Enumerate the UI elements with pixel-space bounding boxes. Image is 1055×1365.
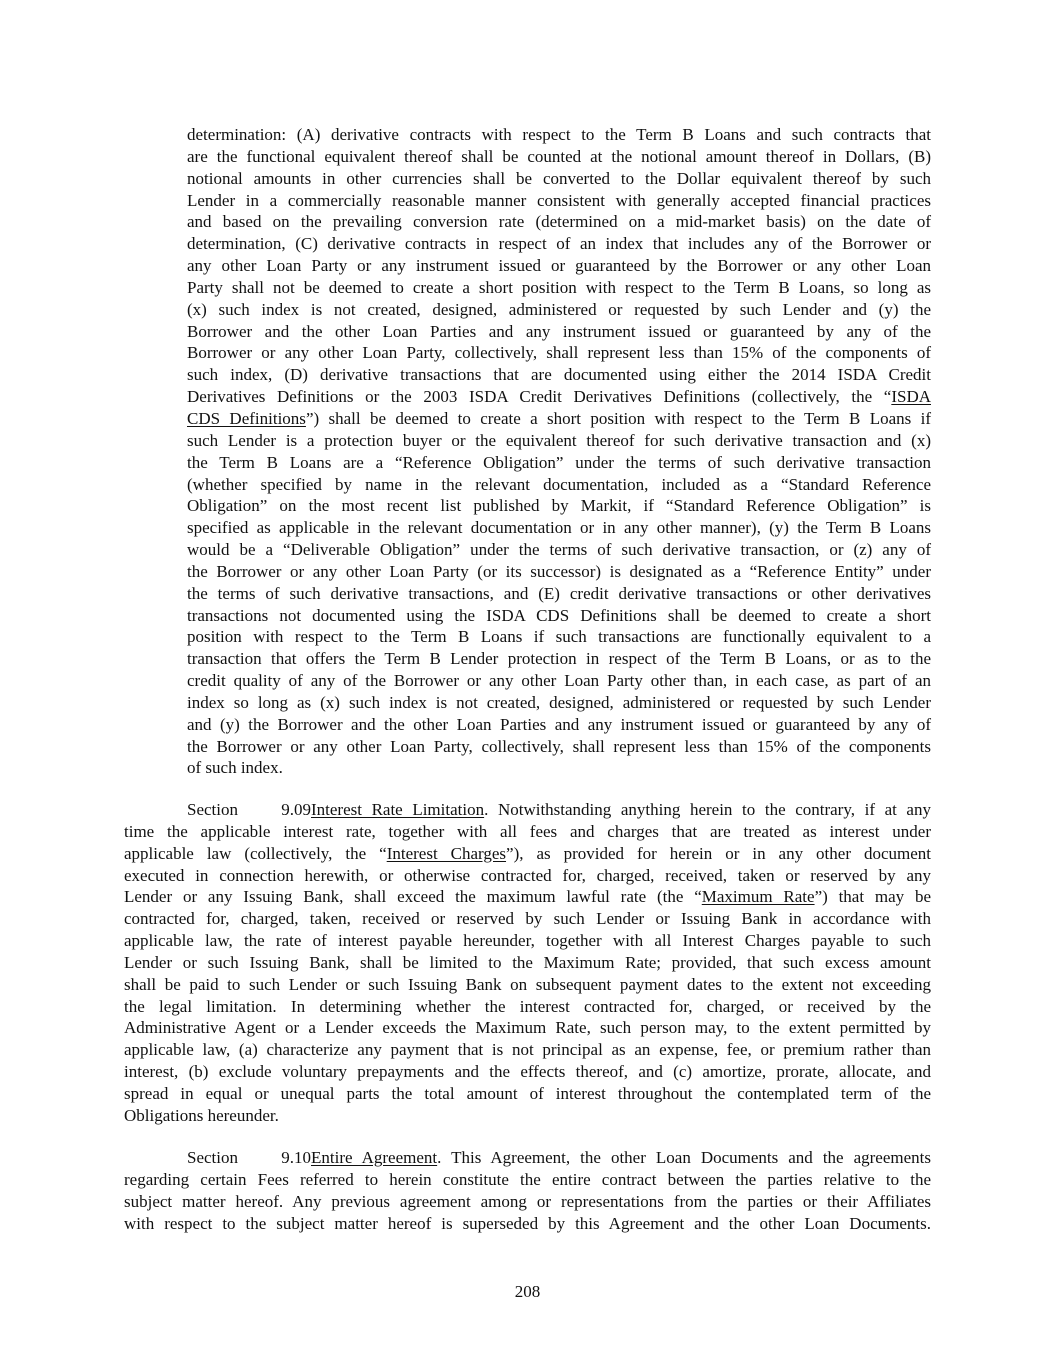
defined-term-underlined: ISDA <box>891 387 931 407</box>
text-line <box>187 408 931 430</box>
text-run: the legal limitation. In determining whether the interest contracted for, charged, or received by the <box>124 996 931 1016</box>
text-run: spread in equal or unequal parts the total amount of interest throughout the contemplated term of the <box>124 1083 931 1103</box>
text-run: Derivatives Definitions or the 2003 ISDA Credit Derivatives Definitions (collectively, the “ <box>187 387 892 407</box>
defined-term-underlined: CDS Definitions <box>187 408 306 428</box>
text-run: such index, (D) derivative transactions that are documented using either the 2014 ISDA Credit <box>187 365 931 385</box>
text-run: (x) such index is not created, designed, administered or requested by such Lender and (y) the <box>187 299 931 319</box>
text-line <box>187 517 931 539</box>
text-run: ”) shall be deemed to create a short position with respect to the Term B Loans if <box>305 408 932 428</box>
text-line <box>187 233 931 255</box>
page-number: 208 <box>514 1282 541 1301</box>
text-run: Obligation” on the most recent list published by Markit, if “Standard Reference Obligation” is <box>187 496 931 516</box>
text-line <box>187 146 931 168</box>
text-run: applicable law, the rate of interest payable hereunder, together with all Interest Charges payable to such <box>124 931 931 951</box>
text-run: (whether specified by name in the relevant documentation, included as a “Standard Reference <box>187 474 931 494</box>
text-line <box>187 736 931 758</box>
text-line <box>187 386 931 408</box>
text-run: subject matter hereof. Any previous agreement among or representations from the parties or their Affiliates <box>124 1191 931 1211</box>
text-line <box>187 495 931 517</box>
text-run: determination, (C) derivative contracts in respect of an index that includes any of the Borrower or <box>187 234 931 254</box>
text-run: transactions not documented using the ISDA CDS Definitions shall be deemed to create a short <box>187 605 931 625</box>
text-line <box>187 321 931 343</box>
text-run: Administrative Agent or a Lender exceeds the Maximum Rate, such person may, to the extent permitted by <box>124 1018 931 1038</box>
text-line <box>187 474 931 496</box>
text-run: time the applicable interest rate, together with all fees and charges that are treated as interest under <box>124 821 931 841</box>
text-line <box>187 648 931 670</box>
text-run: determination: (A) derivative contracts with respect to the Term B Loans and such contracts that <box>187 125 931 144</box>
text-run: are the functional equivalent thereof shall be counted at the notional amount thereof in Dollars, (B) <box>187 146 931 166</box>
text-line <box>187 692 931 714</box>
text-run: position with respect to the Term B Loans if such transactions are functionally equivalent to a <box>187 627 931 647</box>
paragraph-derivative-determination <box>187 124 931 779</box>
text-run: ”) that may be <box>814 887 932 907</box>
text-run: and based on the prevailing conversion rate (determined on a mid-market basis) on the date of <box>187 212 931 232</box>
text-line <box>187 757 931 779</box>
text-run: applicable law, (a) characterize any payment that is not principal as an expense, fee, or premium rather than <box>124 1040 931 1060</box>
text-run: the terms of such derivative transactions, and (E) credit derivative transactions or other derivatives <box>187 583 931 603</box>
text-run: Borrower or any other Loan Party, collectively, shall represent less than 15% of the components of <box>187 343 931 363</box>
defined-term-underlined: Interest Charges <box>386 843 507 863</box>
section-9-10-entire-agreement <box>124 1147 931 1234</box>
text-line <box>187 124 931 146</box>
text-run: ”), as provided for herein or in any other document <box>506 843 931 863</box>
text-line <box>187 670 931 692</box>
text-line <box>187 277 931 299</box>
text-run: with respect to the subject matter hereof is superseded by this Agreement and the other Loan Documents. <box>124 1213 931 1233</box>
text-line <box>187 561 931 583</box>
text-line <box>187 626 931 648</box>
text-run: Party shall not be deemed to create a short position with respect to the Term B Loans, so long as <box>187 277 931 297</box>
text-line <box>124 930 931 952</box>
text-line <box>124 1213 931 1235</box>
text-line <box>187 342 931 364</box>
text-run: index so long as (x) such index is not created, designed, administered or requested by such Lender <box>187 692 931 712</box>
text-line <box>124 843 931 865</box>
text-run: . Notwithstanding anything herein to the contrary, if at any <box>484 800 931 819</box>
text-run: applicable law (collectively, the “ <box>124 843 387 863</box>
text-run: the Term B Loans are a “Reference Obligation” under the terms of such derivative transaction <box>187 452 931 472</box>
text-run: specified as applicable in the relevant documentation or in any other manner), (y) the Term B Loans <box>187 518 931 538</box>
text-run: Lender in a commercially reasonable manner consistent with generally accepted financial practices <box>187 190 931 210</box>
text-line <box>124 1017 931 1039</box>
text-line <box>124 1169 931 1191</box>
text-run: shall be paid to such Lender or such Issuing Bank on subsequent payment dates to the extent not exceeding <box>124 974 931 994</box>
defined-term-underlined: Maximum Rate <box>701 887 815 907</box>
text-run: such Lender is a protection buyer or the equivalent thereof for such derivative transaction and (x) <box>187 430 931 450</box>
text-line <box>187 299 931 321</box>
text-run: executed in connection herewith, or otherwise contracted for, charged, received, taken or reserved by any <box>124 865 931 885</box>
text-run: the Borrower or any other Loan Party, collectively, shall represent less than 15% of the components <box>187 736 931 756</box>
text-line <box>124 821 931 843</box>
text-run: contracted for, charged, taken, received or reserved by such Lender or Issuing Bank in accordance with <box>124 909 931 929</box>
text-line <box>124 1105 931 1127</box>
text-line <box>187 364 931 386</box>
text-run: the Borrower or any other Loan Party (or its successor) is designated as a “Reference Entity” under <box>187 561 931 581</box>
text-line <box>124 1061 931 1083</box>
text-line <box>187 605 931 627</box>
text-run: credit quality of any of the Borrower or any other Loan Party other than, in each case, as part of an <box>187 671 931 691</box>
text-run: . This Agreement, the other Loan Documents and the agreements <box>437 1148 931 1167</box>
section-9-09-interest-rate-limitation <box>124 799 931 1127</box>
section-number: Section 9.10 <box>187 1148 311 1167</box>
text-line <box>187 255 931 277</box>
text-line <box>124 1083 931 1105</box>
text-line <box>124 952 931 974</box>
text-line <box>124 1039 931 1061</box>
text-line <box>187 168 931 190</box>
text-run: interest, (b) exclude voluntary prepayments and the effects thereof, and (c) amortize, prorate, allocate, and <box>124 1062 931 1082</box>
text-line <box>187 211 931 233</box>
text-line <box>124 865 931 887</box>
defined-term-underlined: Entire Agreement <box>311 1148 438 1167</box>
text-line <box>187 714 931 736</box>
text-run: Borrower and the other Loan Parties and any instrument issued or guaranteed by any of the <box>187 321 931 341</box>
text-line <box>187 539 931 561</box>
text-run: any other Loan Party or any instrument issued or guaranteed by the Borrower or any other Loan <box>187 256 931 276</box>
text-run: Lender or such Issuing Bank, shall be limited to the Maximum Rate; provided, that such excess amount <box>124 952 931 972</box>
text-line <box>187 430 931 452</box>
section-number: Section 9.09 <box>187 800 311 819</box>
text-line <box>124 996 931 1018</box>
text-run: Lender or any Issuing Bank, shall exceed the maximum lawful rate (the “ <box>124 887 702 907</box>
defined-term-underlined: Interest Rate Limitation <box>311 800 485 819</box>
text-line <box>187 452 931 474</box>
text-run: transaction that offers the Term B Lender protection in respect of the Term B Loans, or as to the <box>187 649 931 669</box>
text-line <box>124 1147 931 1169</box>
text-line <box>124 799 931 821</box>
text-run: regarding certain Fees referred to herein constitute the entire contract between the parties relative to the <box>124 1169 931 1189</box>
text-line <box>187 190 931 212</box>
text-run: notional amounts in other currencies shall be converted to the Dollar equivalent thereof by such <box>187 168 931 188</box>
text-run: and (y) the Borrower and the other Loan Parties and any instrument issued or guaranteed by any of <box>187 714 931 734</box>
text-run: would be a “Deliverable Obligation” under the terms of such derivative transaction, or (z) any of <box>187 540 931 560</box>
text-line <box>124 974 931 996</box>
text-run: of such index. <box>187 758 283 778</box>
text-line <box>124 1191 931 1213</box>
text-run: Obligations hereunder. <box>124 1105 279 1125</box>
text-line <box>187 583 931 605</box>
text-line <box>124 886 931 908</box>
text-line <box>124 908 931 930</box>
